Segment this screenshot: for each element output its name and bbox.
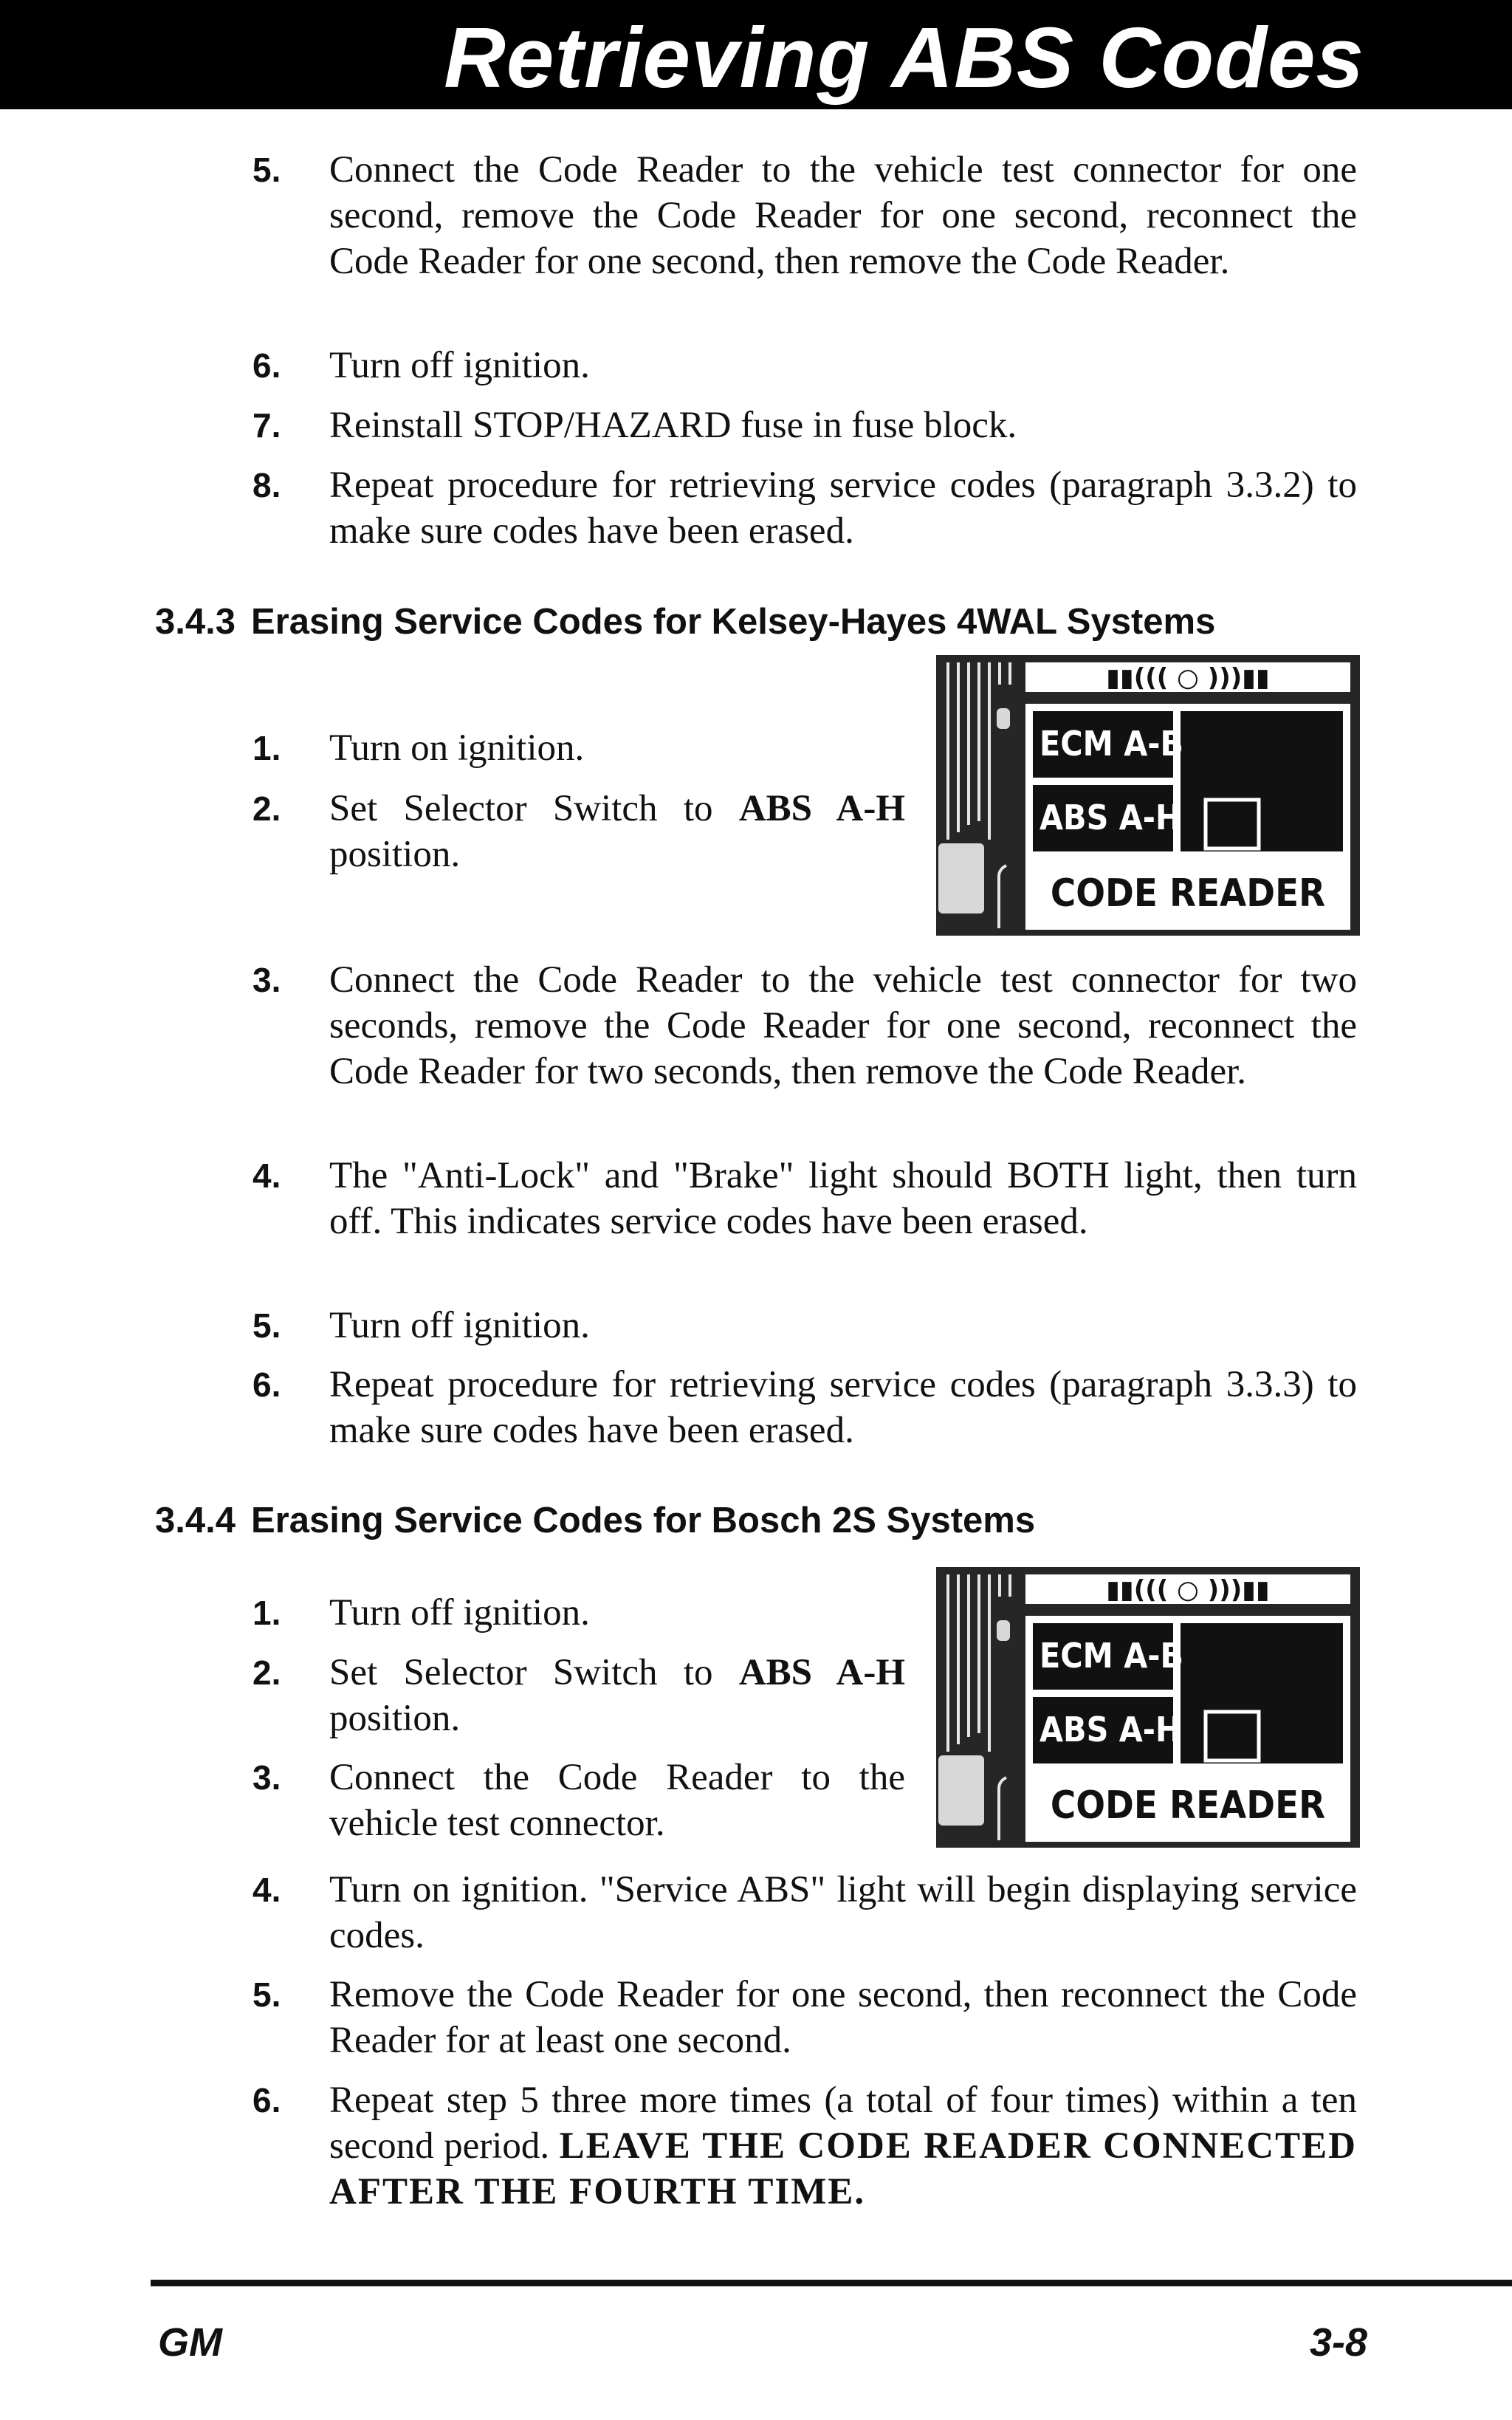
step-text: Reinstall STOP/HAZARD fuse in fuse block. — [329, 405, 1017, 446]
step-number: 4. — [252, 1871, 281, 1909]
abs-label: ABS A-H — [1040, 798, 1181, 837]
step-text: Set Selector Switch to ABS A-H position. — [329, 788, 905, 875]
step-text: Repeat procedure for retrieving service codes (paragraph 3.3.3) to make sure codes have been erased. — [329, 1364, 1357, 1451]
list-item — [252, 1650, 1357, 1741]
step-number: 4. — [252, 1156, 281, 1195]
step-number: 6. — [252, 346, 281, 385]
step-number: 7. — [252, 406, 281, 445]
page-number: 3-8 — [1309, 2320, 1367, 2365]
svg-text:▮▮((( ○ )))▮▮: ▮▮((( ○ )))▮▮ — [1106, 1575, 1270, 1605]
list-item — [252, 725, 1357, 771]
step-number: 8. — [252, 466, 281, 504]
step-number: 1. — [252, 729, 281, 767]
step-text: Connect the Code Reader to the vehicle test connector for one second, remove the Code Reader for one second, reconnect the Code Reader for one second, then remove the Code Reader. — [329, 149, 1357, 282]
step-number: 5. — [252, 151, 281, 189]
section-number: 3.4.4 — [155, 1501, 236, 1540]
list-item — [252, 147, 1357, 284]
section-number: 3.4.3 — [155, 602, 236, 642]
step-text: Turn off ignition. — [329, 345, 590, 386]
step-number: 2. — [252, 1653, 281, 1692]
step-number: 6. — [252, 1365, 281, 1404]
list-item — [252, 957, 1357, 1094]
step-text: Turn off ignition. — [329, 1592, 590, 1634]
svg-text:▮▮((( ○ )))▮▮: ▮▮((( ○ )))▮▮ — [1106, 663, 1270, 693]
code-reader-label: CODE READER — [1050, 1783, 1326, 1828]
list-item — [252, 1590, 1357, 1636]
page-title: Retrieving ABS Codes — [444, 10, 1364, 106]
step-text: Turn on ignition. "Service ABS" light will begin displaying service codes. — [329, 1869, 1357, 1956]
step-text: Repeat procedure for retrieving service codes (paragraph 3.3.2) to make sure codes have been erased. — [329, 465, 1357, 552]
step-text: Remove the Code Reader for one second, then reconnect the Code Reader for at least one second. — [329, 1974, 1357, 2061]
ecm-label: ECM A-B — [1040, 1636, 1183, 1676]
list-item — [252, 2077, 1357, 2215]
list-item — [252, 786, 1357, 877]
footer-section-label: GM — [158, 2320, 222, 2365]
step-number: 1. — [252, 1594, 281, 1632]
step-text: Connect the Code Reader to the vehicle test connector. — [329, 1757, 905, 1844]
list-item — [252, 1755, 1357, 1846]
step-text: Turn off ignition. — [329, 1305, 590, 1346]
abs-label: ABS A-H — [1040, 1710, 1181, 1749]
section-title: Erasing Service Codes for Bosch 2S Systems — [251, 1501, 1036, 1540]
step-text: The "Anti-Lock" and "Brake" light should BOTH light, then turn off. This indicates service codes have been erased. — [329, 1155, 1357, 1242]
list-item — [252, 1972, 1357, 2063]
footer-rule — [151, 2280, 1512, 2286]
list-item — [252, 1362, 1357, 1453]
page-header-bar — [0, 0, 1512, 109]
step-number: 2. — [252, 789, 281, 828]
step-number: 5. — [252, 1975, 281, 2014]
list-item — [252, 1303, 1357, 1348]
code-reader-label: CODE READER — [1050, 871, 1326, 916]
list-item — [252, 462, 1357, 554]
step-number: 5. — [252, 1306, 281, 1345]
step-number: 3. — [252, 961, 281, 999]
ecm-label: ECM A-B — [1040, 724, 1183, 764]
step-number: 6. — [252, 2081, 281, 2119]
step-text: Connect the Code Reader to the vehicle test connector for two seconds, remove the Code Reader for one second, reconnect the Code Reader for two seconds, then remove the Code Reader. — [329, 959, 1357, 1092]
section-heading — [155, 600, 1215, 644]
section-heading — [155, 1498, 1035, 1543]
list-item — [252, 1153, 1357, 1244]
section-title: Erasing Service Codes for Kelsey-Hayes 4WAL Systems — [251, 602, 1216, 642]
step-text: Set Selector Switch to ABS A-H position. — [329, 1652, 905, 1739]
step-text: Turn on ignition. — [329, 727, 585, 769]
list-item — [252, 1867, 1357, 1958]
list-item — [252, 343, 1357, 388]
list-item — [252, 402, 1357, 448]
step-number: 3. — [252, 1758, 281, 1797]
step-text: Repeat step 5 three more times (a total of four times) within a ten second period. LEAVE THE CODE READER CONNECTED AFTER THE FOURTH TIME. — [329, 2080, 1357, 2212]
